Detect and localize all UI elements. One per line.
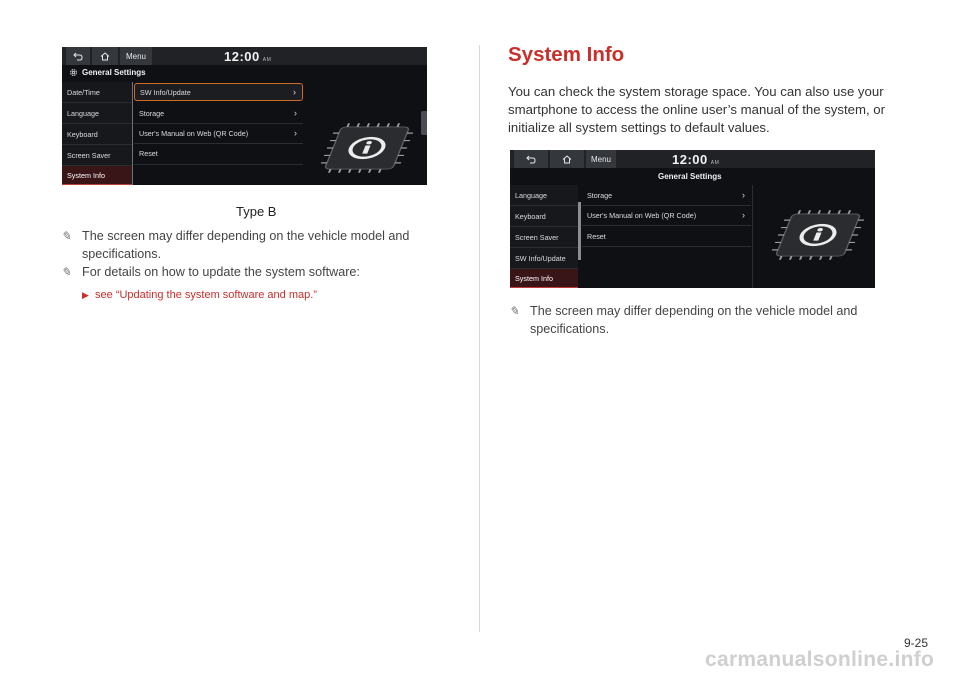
chevron-right-icon: › — [742, 190, 745, 200]
clock — [672, 152, 719, 167]
caption-type-b: Type B — [236, 204, 277, 219]
system-chip-icon — [768, 204, 868, 266]
home-icon — [100, 52, 110, 61]
section-title: System Info — [508, 43, 625, 66]
category-system-info[interactable]: System Info — [510, 269, 578, 288]
option-label: User's Manual on Web (QR Code) — [587, 210, 697, 220]
section-paragraph: You can check the system storage space. You can also use your smartphone to access the online user’s manual of the system, or initialize all system settings to default values. — [508, 84, 886, 135]
note-screen-differs: The screen may differ depending on the vehicle model and specifications. — [82, 229, 410, 261]
menu-button[interactable] — [120, 47, 152, 65]
category-screen-saver[interactable]: Screen Saver — [515, 232, 559, 242]
category-list — [62, 82, 132, 185]
option-reset[interactable] — [134, 144, 303, 162]
note-pencil-icon: ✎ — [61, 265, 72, 279]
back-arrow-icon — [526, 155, 536, 164]
watermark: carmanualsonline.info — [705, 648, 935, 671]
back-arrow-icon — [73, 52, 83, 61]
clock-time: 12:00 — [224, 49, 260, 64]
home-button[interactable] — [550, 150, 584, 168]
category-list — [510, 185, 578, 288]
home-icon — [562, 155, 572, 164]
category-language[interactable]: Language — [67, 108, 99, 118]
gear-icon — [69, 68, 78, 77]
chevron-right-icon: › — [294, 108, 297, 118]
clock — [224, 49, 271, 64]
clock-ampm: AM — [262, 57, 272, 63]
chevron-right-icon: › — [293, 87, 296, 97]
option-storage[interactable] — [582, 186, 751, 204]
option-label: Reset — [587, 231, 606, 241]
see-updating-link[interactable]: see “Updating the system software and map.” — [95, 289, 317, 301]
panel-handle[interactable] — [421, 111, 427, 135]
option-sw-info-update[interactable] — [134, 83, 303, 101]
list-scrollbar[interactable] — [578, 202, 581, 260]
category-date-time[interactable]: Date/Time — [67, 87, 100, 97]
divider — [134, 164, 303, 165]
option-label: Reset — [139, 148, 158, 158]
option-storage[interactable] — [134, 104, 303, 122]
category-keyboard[interactable]: Keyboard — [67, 129, 98, 139]
note-update-details: For details on how to update the system software: — [82, 265, 360, 279]
clock-ampm: AM — [710, 160, 720, 166]
system-chip-icon — [317, 117, 417, 179]
settings-title — [658, 172, 722, 181]
screen-top-bar — [62, 47, 427, 65]
category-screen-saver[interactable]: Screen Saver — [67, 150, 111, 160]
option-users-manual-qr[interactable] — [582, 206, 751, 224]
list-divider-bar — [132, 82, 133, 185]
menu-button[interactable] — [586, 150, 616, 168]
settings-title — [69, 68, 146, 77]
divider — [582, 225, 751, 226]
screenshot-system-info — [510, 150, 875, 288]
option-label: User's Manual on Web (QR Code) — [139, 128, 249, 138]
panel-divider — [752, 185, 753, 288]
option-reset[interactable] — [582, 227, 751, 245]
back-button[interactable] — [514, 150, 548, 168]
category-keyboard[interactable]: Keyboard — [515, 211, 546, 221]
divider — [582, 246, 751, 247]
category-language[interactable]: Language — [515, 190, 547, 200]
column-divider — [479, 45, 480, 632]
settings-title-text: General Settings — [658, 172, 722, 181]
page-number: 9-25 — [904, 636, 929, 650]
note-pencil-icon: ✎ — [509, 304, 520, 318]
chevron-right-icon: › — [294, 128, 297, 138]
screen-top-bar — [510, 150, 875, 168]
option-label: Storage — [139, 108, 165, 118]
screenshot-type-b — [62, 47, 427, 185]
category-system-info[interactable]: System Info — [62, 166, 132, 185]
link-arrow-icon: ▶ — [82, 290, 89, 300]
back-button[interactable] — [66, 47, 90, 65]
settings-title-text: General Settings — [82, 68, 146, 77]
option-users-manual-qr[interactable] — [134, 124, 303, 142]
option-label: Storage — [587, 190, 613, 200]
option-label: SW Info/Update — [140, 87, 191, 97]
menu-label: Menu — [590, 154, 611, 164]
note-screen-differs-right: The screen may differ depending on the vehicle model and specifications. — [530, 304, 858, 336]
menu-label: Menu — [125, 51, 146, 61]
home-button[interactable] — [92, 47, 118, 65]
clock-time: 12:00 — [672, 152, 708, 167]
note-pencil-icon: ✎ — [61, 229, 72, 243]
category-sw-info-update[interactable]: SW Info/Update — [515, 253, 566, 263]
chevron-right-icon: › — [742, 210, 745, 220]
